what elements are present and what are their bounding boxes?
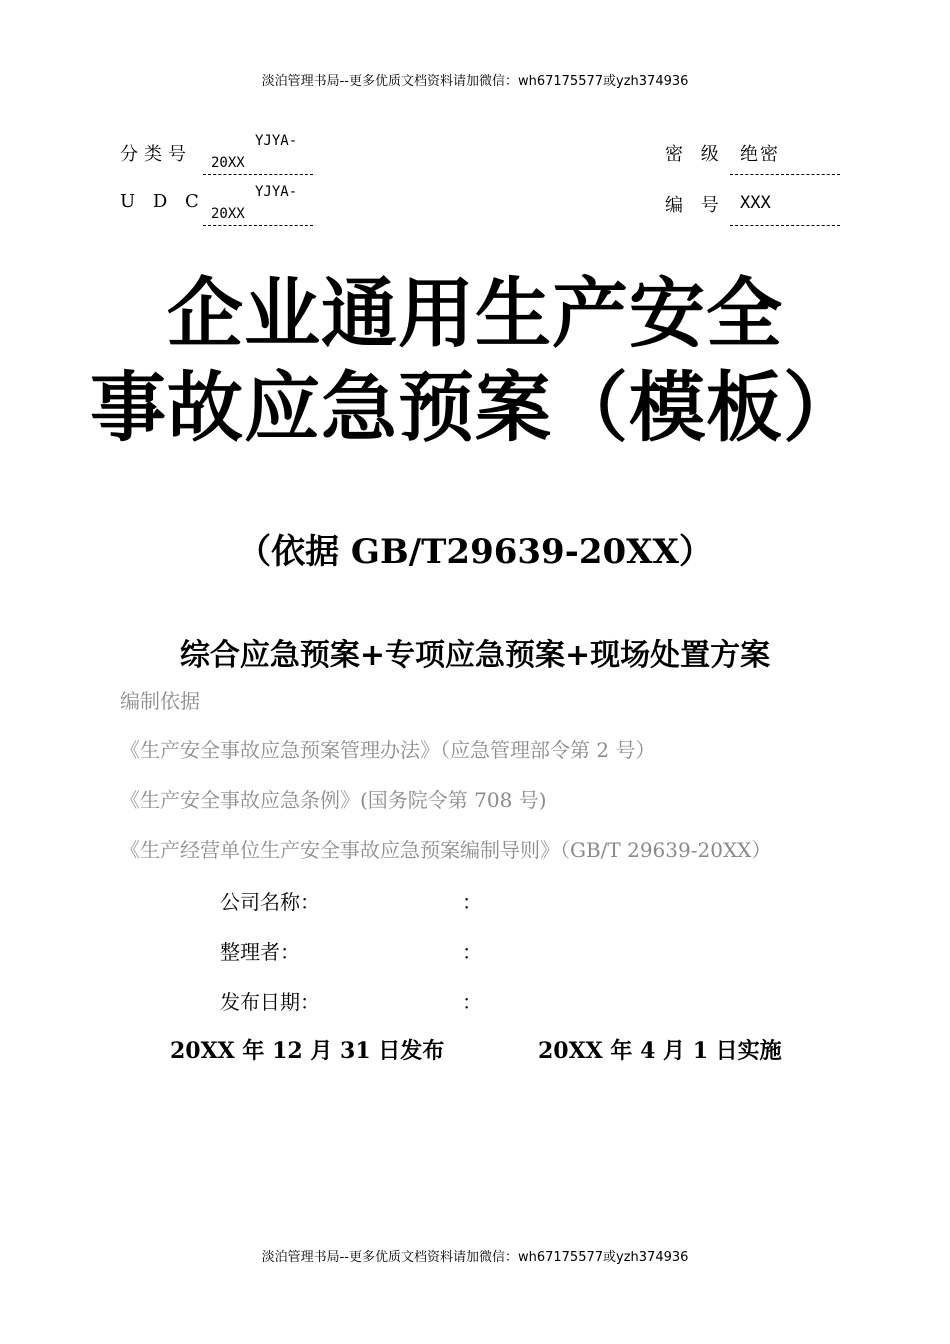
number-label: 编 号: [665, 195, 725, 216]
number-value: XXX: [740, 193, 771, 213]
number-underline: [730, 225, 840, 226]
udc-value-line2: 20XX: [211, 206, 245, 222]
basis-standard: （依据 GB/T29639-20XX）: [237, 532, 713, 572]
page-header: 淡泊管理书局--更多优质文档资料请加微信：wh67175577或yzh374936: [261, 74, 689, 89]
company-name-label: 公司名称：: [220, 890, 320, 914]
doc-title-line2: 事故应急预案（模板）: [90, 363, 860, 452]
classification-label: 分类号: [120, 144, 192, 165]
publish-date: 20XX 年 12 月 31 日发布: [170, 1038, 445, 1064]
classification-value-line1: YJYA-: [255, 133, 298, 149]
udc-label: U D C: [120, 191, 205, 212]
basis-item: 《生产经营单位生产安全事故应急预案编制导则》（GB/T 29639-20XX）: [120, 838, 772, 862]
publish-date-label: 发布日期：: [220, 990, 320, 1014]
effective-date: 20XX 年 4 月 1 日实施: [538, 1038, 782, 1064]
secrecy-value: 绝密: [740, 144, 780, 165]
secrecy-label: 密 级: [665, 144, 725, 165]
classification-field: [203, 130, 313, 175]
basis-heading: 编制依据: [120, 689, 200, 713]
doc-title-line1: 企业通用生产安全: [167, 269, 783, 358]
classification-value-line2: 20XX: [211, 155, 245, 171]
page-footer: 淡泊管理书局--更多优质文档资料请加微信：wh67175577或yzh374936: [261, 1250, 689, 1265]
editor-separator: ：: [462, 940, 482, 964]
secrecy-underline: [730, 174, 840, 175]
editor-label: 整理者：: [220, 940, 300, 964]
udc-field: [203, 181, 313, 226]
basis-item: 《生产安全事故应急预案管理办法》（应急管理部令第 2 号）: [120, 738, 656, 762]
company-name-separator: ：: [462, 890, 482, 914]
doc-subtitle: 综合应急预案+专项应急预案+现场处置方案: [179, 638, 771, 673]
udc-value-line1: YJYA-: [255, 184, 298, 200]
publish-date-separator: ：: [462, 990, 482, 1014]
basis-item: 《生产安全事故应急条例》(国务院令第 708 号): [120, 788, 547, 812]
